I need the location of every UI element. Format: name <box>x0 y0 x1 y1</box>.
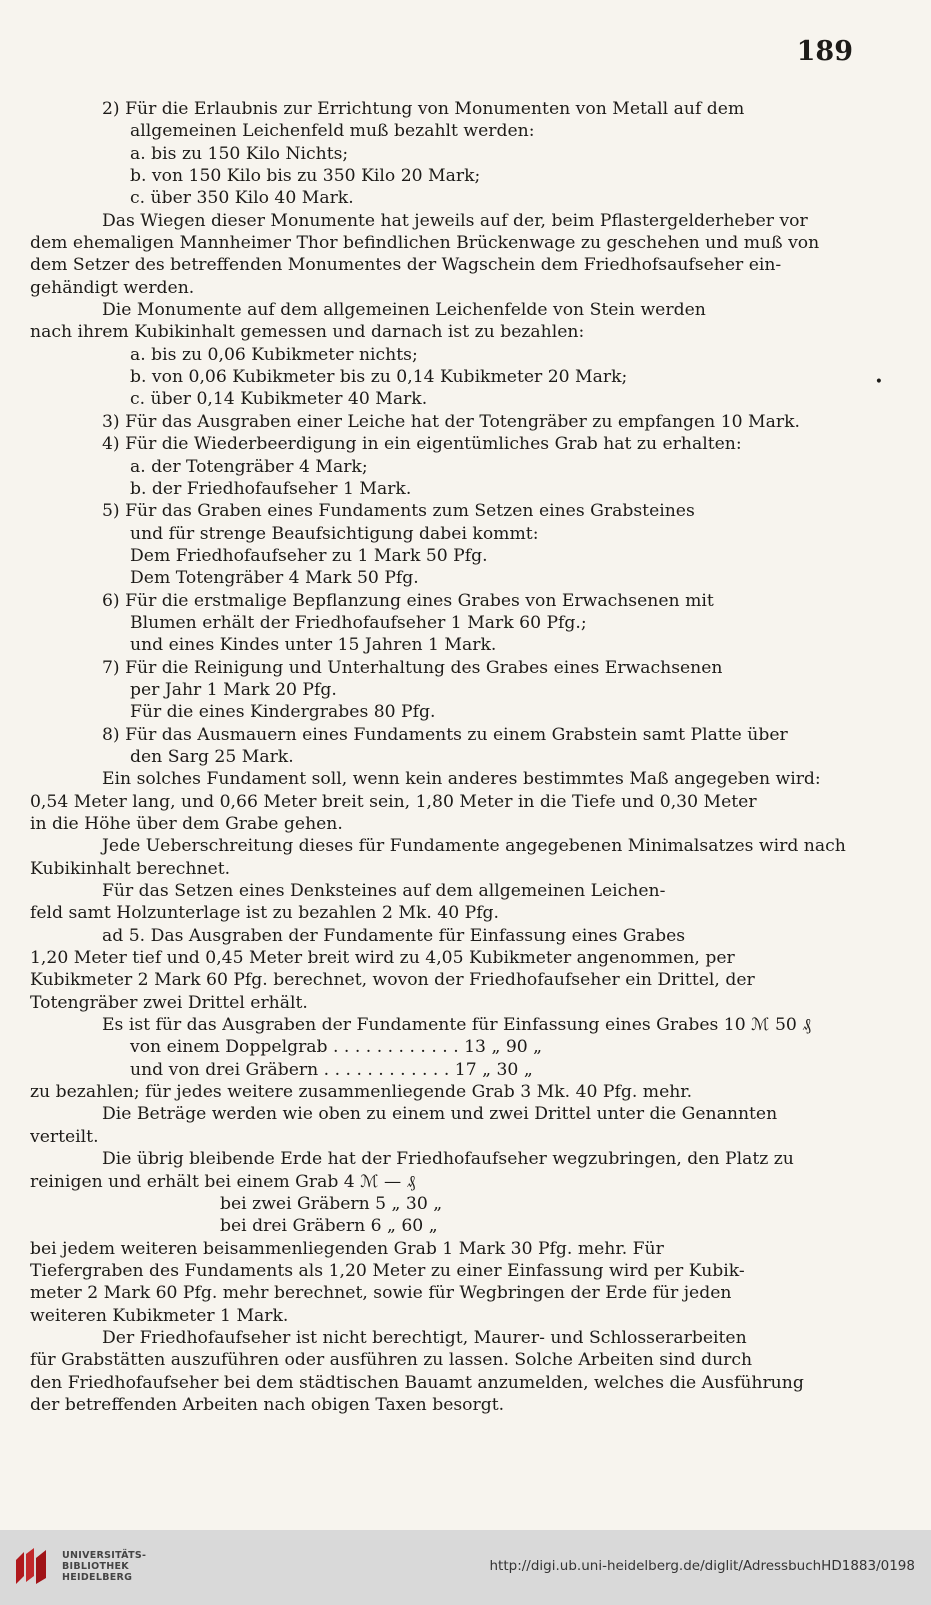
text-line: per Jahr 1 Mark 20 Pfg. <box>130 679 337 700</box>
text-line: Für die eines Kindergrabes 80 Pfg. <box>130 702 436 723</box>
text-line: den Sarg 25 Mark. <box>130 746 294 767</box>
text-line: b. von 0,06 Kubikmeter bis zu 0,14 Kubikmeter 20 Mark; <box>130 367 628 388</box>
text-line: Ein solches Fundament soll, wenn kein anderes bestimmtes Maß angegeben wird: <box>102 769 821 790</box>
text-line: Für das Setzen eines Denksteines auf dem allgemeinen Leichen- <box>102 881 666 902</box>
text-line: feld samt Holzunterlage ist zu bezahlen 2 Mk. 40 Pfg. <box>30 903 500 924</box>
library-name-line-3: HEIDELBERG <box>62 1572 133 1583</box>
text-line: Dem Friedhofaufseher zu 1 Mark 50 Pfg. <box>130 545 488 566</box>
text-line: 8) Für das Ausmauern eines Fundaments zu einem Grabstein samt Platte über <box>102 724 788 745</box>
text-line: nach ihrem Kubikinhalt gemessen und darnach ist zu bezahlen: <box>30 322 585 343</box>
library-name-line-2: BIBLIOTHEK <box>62 1561 129 1572</box>
text-line: Die Beträge werden wie oben zu einem und zwei Drittel unter die Genannten <box>102 1104 778 1125</box>
text-line: Totengräber zwei Drittel erhält. <box>30 992 308 1013</box>
text-line: Es ist für das Ausgraben der Fundamente für Einfassung eines Grabes 10 ℳ 50 ₰ <box>102 1015 811 1036</box>
text-line: 4) Für die Wiederbeerdigung in ein eigentümliches Grab hat zu erhalten: <box>102 434 742 455</box>
source-url-link[interactable]: http://digi.ub.uni-heidelberg.de/diglit/AdressbuchHD1883/0198 <box>489 1558 915 1574</box>
text-line: in die Höhe über dem Grabe gehen. <box>30 814 343 834</box>
text-line: Kubikmeter 2 Mark 60 Pfg. berechnet, wovon der Friedhofaufseher ein Drittel, der <box>30 970 755 991</box>
text-line: reinigen und erhält bei einem Grab 4 ℳ — ₰ <box>30 1171 416 1192</box>
text-line: Die Monumente auf dem allgemeinen Leichenfelde von Stein werden <box>102 300 706 321</box>
footer-bar <box>0 1530 931 1605</box>
text-line: c. über 0,14 Kubikmeter 40 Mark. <box>130 389 428 410</box>
text-line: a. bis zu 0,06 Kubikmeter nichts; <box>130 344 418 365</box>
text-line: Dem Totengräber 4 Mark 50 Pfg. <box>130 568 419 589</box>
text-line: bei jedem weiteren beisammenliegenden Grab 1 Mark 30 Pfg. mehr. Für <box>30 1238 664 1259</box>
text-line: 7) Für die Reinigung und Unterhaltung des Grabes eines Erwachsenen <box>102 657 723 678</box>
text-line: von einem Doppelgrab . . . . . . . . . . . . 13 „ 90 „ <box>130 1037 543 1058</box>
library-name-line-1: UNIVERSITÄTS- <box>62 1550 147 1561</box>
text-line: Blumen erhält der Friedhofaufseher 1 Mark 60 Pfg.; <box>130 612 587 633</box>
text-line: gehändigt werden. <box>30 277 195 298</box>
text-line: Kubikinhalt berechnet. <box>30 858 231 879</box>
text-line: Die übrig bleibende Erde hat der Friedhofaufseher wegzubringen, den Platz zu <box>102 1149 794 1170</box>
text-line: 0,54 Meter lang, und 0,66 Meter breit sein, 1,80 Meter in die Tiefe und 0,30 Meter <box>30 791 757 812</box>
body-text <box>30 98 860 1416</box>
library-logo-icon <box>10 1544 54 1590</box>
text-line: Der Friedhofaufseher ist nicht berechtigt, Maurer- und Schlosserarbeiten <box>102 1327 747 1348</box>
text-line: ad 5. Das Ausgraben der Fundamente für Einfassung eines Grabes <box>102 925 686 946</box>
text-line: dem Setzer des betreffenden Monumentes der Wagschein dem Friedhofsaufseher ein- <box>30 255 782 276</box>
page-number: 189 <box>796 36 853 67</box>
text-line: c. über 350 Kilo 40 Mark. <box>130 188 354 209</box>
text-line: den Friedhofaufseher bei dem städtischen Bauamt anzumelden, welches die Ausführung <box>30 1372 804 1393</box>
text-line: Das Wiegen dieser Monumente hat jeweils auf der, beim Pflastergelderheber vor <box>102 210 808 231</box>
text-line: Tiefergraben des Fundaments als 1,20 Meter zu einer Einfassung wird per Kubik- <box>30 1260 745 1281</box>
text-line: und für strenge Beaufsichtigung dabei kommt: <box>130 523 539 544</box>
text-line: bei zwei Gräbern 5 „ 30 „ <box>220 1193 443 1214</box>
text-line: allgemeinen Leichenfeld muß bezahlt werden: <box>130 121 535 142</box>
ink-spot: • <box>874 374 883 390</box>
text-line: dem ehemaligen Mannheimer Thor befindlichen Brückenwage zu geschehen und muß von <box>30 233 820 254</box>
text-line: meter 2 Mark 60 Pfg. mehr berechnet, sowie für Wegbringen der Erde für jeden <box>30 1283 732 1304</box>
text-line: und eines Kindes unter 15 Jahren 1 Mark. <box>130 635 497 656</box>
text-line: Jede Ueberschreitung dieses für Fundamente angegebenen Minimalsatzes wird nach <box>102 836 846 857</box>
text-line: a. bis zu 150 Kilo Nichts; <box>130 143 349 164</box>
text-line: b. der Friedhofaufseher 1 Mark. <box>130 478 412 499</box>
text-line: 6) Für die erstmalige Bepflanzung eines Grabes von Erwachsenen mit <box>102 590 714 611</box>
text-line: der betreffenden Arbeiten nach obigen Taxen besorgt. <box>30 1394 505 1415</box>
text-line: a. der Totengräber 4 Mark; <box>130 456 368 477</box>
text-line: für Grabstätten auszuführen oder ausführen zu lassen. Solche Arbeiten sind durch <box>30 1350 753 1371</box>
text-line: verteilt. <box>30 1126 99 1147</box>
text-line: und von drei Gräbern . . . . . . . . . . . . 17 „ 30 „ <box>130 1059 533 1080</box>
text-line: 3) Für das Ausgraben einer Leiche hat der Totengräber zu empfangen 10 Mark. <box>102 411 800 432</box>
text-line: 5) Für das Graben eines Fundaments zum Setzen eines Grabsteines <box>102 501 695 522</box>
text-line: zu bezahlen; für jedes weitere zusammenliegende Grab 3 Mk. 40 Pfg. mehr. <box>30 1082 693 1103</box>
text-line: 2) Für die Erlaubnis zur Errichtung von Monumenten von Metall auf dem <box>102 99 745 119</box>
text-line: bei drei Gräbern 6 „ 60 „ <box>220 1216 438 1237</box>
text-line: b. von 150 Kilo bis zu 350 Kilo 20 Mark; <box>130 166 481 187</box>
library-name <box>62 1550 146 1583</box>
text-line: weiteren Kubikmeter 1 Mark. <box>30 1305 289 1326</box>
text-line: 1,20 Meter tief und 0,45 Meter breit wird zu 4,05 Kubikmeter angenommen, per <box>30 948 735 969</box>
